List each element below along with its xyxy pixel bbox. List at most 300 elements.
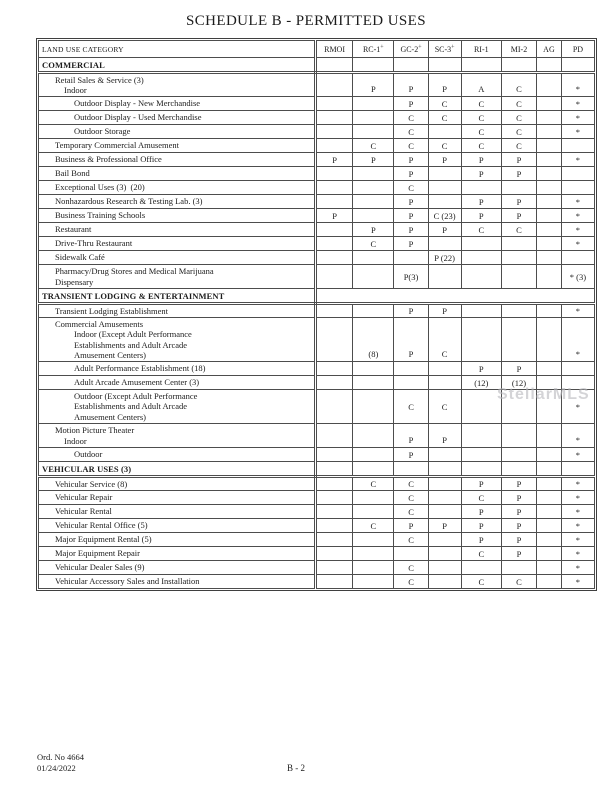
use-row: [39, 209, 595, 223]
permission-cell-ag: [537, 153, 562, 167]
land-use-name: [39, 575, 316, 589]
permission-cell-rc-1: C: [353, 477, 394, 491]
permission-cell-rmoi: [315, 390, 352, 424]
land-use-name-line: Indoor: [64, 85, 87, 95]
permission-cell-gc-2: C: [394, 505, 428, 519]
permission-cell-sc-3: [428, 448, 461, 462]
permission-cell-ri-1: P: [461, 209, 501, 223]
permission-cell-rmoi: P: [315, 153, 352, 167]
permission-cell-gc-2: C: [394, 390, 428, 424]
section-empty-span: [315, 289, 594, 304]
permission-cell-rmoi: [315, 251, 352, 265]
permission-cell-ri-1: A: [461, 73, 501, 97]
permission-cell-rmoi: [315, 125, 352, 139]
land-use-name-line: Adult Performance Establishment (18): [74, 363, 206, 374]
permission-cell-ri-1: [461, 390, 501, 424]
permission-cell-sc-3: P: [428, 153, 461, 167]
permission-cell-mi-2: C: [501, 111, 536, 125]
permission-cell-mi-2: (12): [501, 376, 536, 390]
permission-cell-ag: [537, 209, 562, 223]
permission-cell-pd: *: [561, 153, 594, 167]
land-use-name: [39, 304, 316, 318]
permission-cell-gc-2: [394, 251, 428, 265]
permission-cell-mi-2: C: [501, 575, 536, 589]
land-use-name: [39, 519, 316, 533]
land-use-name: [39, 448, 316, 462]
permission-cell-pd: *: [561, 318, 594, 362]
permission-cell-gc-2: C: [394, 561, 428, 575]
permission-cell-ri-1: P: [461, 153, 501, 167]
land-use-name: [39, 97, 316, 111]
land-use-name-line: Pharmacy/Drug Stores and Medical Marijuana: [55, 266, 214, 276]
land-use-name-line: Vehicular Rental: [55, 506, 112, 517]
land-use-name-line: Retail Sales & Service (3): [55, 74, 144, 85]
use-row: [39, 125, 595, 139]
permission-cell-rc-1: C: [353, 237, 394, 251]
land-use-name-line: Business & Professional Office: [55, 154, 162, 165]
land-use-name-line: Temporary Commercial Amusement: [55, 140, 180, 151]
permission-cell-gc-2: P: [394, 318, 428, 362]
land-use-name-line: Establishments and Adult Arcade: [74, 339, 188, 350]
permission-cell-gc-2: P: [394, 167, 428, 181]
permission-cell-ri-1: P: [461, 477, 501, 491]
permission-cell-rc-1: [353, 390, 394, 424]
permission-cell-rmoi: [315, 318, 352, 362]
permission-cell-rc-1: [353, 362, 394, 376]
permission-cell-ag: [537, 519, 562, 533]
permission-cell-ag: [537, 251, 562, 265]
permission-cell-mi-2: P: [501, 491, 536, 505]
permission-cell-mi-2: C: [501, 139, 536, 153]
permission-cell-mi-2: P: [501, 477, 536, 491]
permission-cell-sc-3: C: [428, 318, 461, 362]
land-use-name-line: Indoor (Except Adult Performance: [74, 329, 192, 339]
permission-cell-sc-3: C: [428, 111, 461, 125]
permission-cell-ri-1: P: [461, 167, 501, 181]
land-use-name: [39, 318, 316, 362]
permission-cell-ri-1: P: [461, 519, 501, 533]
permission-cell-pd: * (3): [561, 265, 594, 289]
land-use-name-line: Major Equipment Rental (5): [55, 534, 152, 545]
permission-cell-mi-2: C: [501, 73, 536, 97]
use-row: [39, 547, 595, 561]
permission-cell-ri-1: (12): [461, 376, 501, 390]
permission-cell-rc-1: [353, 167, 394, 181]
land-use-name-line: Nonhazardous Research & Testing Lab. (3): [55, 196, 203, 207]
permission-cell-rc-1: C: [353, 139, 394, 153]
permission-cell-ag: [537, 561, 562, 575]
permission-cell-gc-2: P: [394, 195, 428, 209]
permission-cell-rc-1: [353, 125, 394, 139]
permission-cell-ri-1: [461, 561, 501, 575]
permission-cell-ri-1: P: [461, 362, 501, 376]
land-use-name: [39, 424, 316, 448]
land-use-name: [39, 167, 316, 181]
column-header-ri-1: RI-1: [461, 41, 501, 58]
permission-cell-ri-1: [461, 181, 501, 195]
permission-cell-ri-1: C: [461, 547, 501, 561]
column-header-land-use-category: LAND USE CATEGORY: [39, 41, 316, 58]
permission-cell-rmoi: [315, 424, 352, 448]
use-row: [39, 139, 595, 153]
permission-cell-sc-3: [428, 491, 461, 505]
land-use-name: [39, 491, 316, 505]
permission-cell-sc-3: P: [428, 424, 461, 448]
permission-cell-sc-3: [428, 195, 461, 209]
permission-cell-rmoi: [315, 533, 352, 547]
permission-cell-mi-2: P: [501, 505, 536, 519]
permission-cell-gc-2: P: [394, 97, 428, 111]
permission-cell-ri-1: [461, 304, 501, 318]
section-empty-cell: [428, 58, 461, 73]
permission-cell-ri-1: P: [461, 505, 501, 519]
permission-cell-pd: [561, 251, 594, 265]
permission-cell-ag: [537, 424, 562, 448]
permission-cell-sc-3: [428, 376, 461, 390]
section-row: [39, 289, 595, 304]
permission-cell-pd: *: [561, 519, 594, 533]
use-row: [39, 491, 595, 505]
permission-cell-mi-2: P: [501, 533, 536, 547]
permission-cell-pd: *: [561, 390, 594, 424]
permission-cell-rc-1: [353, 251, 394, 265]
permission-cell-sc-3: [428, 125, 461, 139]
permission-cell-ag: [537, 304, 562, 318]
permission-cell-sc-3: P: [428, 73, 461, 97]
section-empty-cell: [537, 58, 562, 73]
use-row: [39, 505, 595, 519]
section-empty-cell: [394, 462, 428, 477]
permission-cell-sc-3: [428, 362, 461, 376]
permission-cell-mi-2: [501, 237, 536, 251]
land-use-name: [39, 111, 316, 125]
permission-cell-pd: *: [561, 223, 594, 237]
land-use-name-line: Outdoor Display - Used Merchandise: [74, 112, 202, 123]
land-use-name: [39, 362, 316, 376]
land-use-name-line: Sidewalk Café: [55, 252, 105, 263]
permission-cell-rc-1: [353, 561, 394, 575]
permission-cell-gc-2: C: [394, 111, 428, 125]
page-title: SCHEDULE B - PERMITTED USES: [186, 13, 426, 29]
use-row: [39, 362, 595, 376]
permission-cell-pd: *: [561, 547, 594, 561]
permission-cell-ag: [537, 505, 562, 519]
permission-cell-ag: [537, 139, 562, 153]
permission-cell-gc-2: [394, 376, 428, 390]
land-use-name-line: Bail Bond: [55, 168, 90, 179]
ordinance-number: Ord. No 4664: [37, 752, 84, 762]
permission-cell-rc-1: [353, 376, 394, 390]
permission-cell-sc-3: [428, 477, 461, 491]
use-row: [39, 223, 595, 237]
permission-cell-rc-1: (8): [353, 318, 394, 362]
use-row: [39, 304, 595, 318]
permission-cell-sc-3: C: [428, 390, 461, 424]
land-use-name-line: Indoor: [64, 435, 87, 446]
land-use-name-line: Outdoor Display - New Merchandise: [74, 98, 201, 109]
section-empty-cell: [461, 462, 501, 477]
permission-cell-ag: [537, 111, 562, 125]
permission-cell-ri-1: [461, 237, 501, 251]
permission-cell-ri-1: C: [461, 111, 501, 125]
section-empty-cell: [501, 58, 536, 73]
permission-cell-mi-2: C: [501, 125, 536, 139]
permission-cell-sc-3: P: [428, 223, 461, 237]
permission-cell-ag: [537, 318, 562, 362]
land-use-name-line: Vehicular Accessory Sales and Installation: [55, 576, 200, 587]
permission-cell-rmoi: [315, 167, 352, 181]
land-use-name: [39, 561, 316, 575]
permission-cell-ag: [537, 448, 562, 462]
land-use-name: [39, 125, 316, 139]
permission-cell-rc-1: P: [353, 153, 394, 167]
section-empty-cell: [537, 462, 562, 477]
use-row: [39, 533, 595, 547]
section-label: COMMERCIAL: [39, 58, 316, 73]
section-empty-cell: [315, 58, 352, 73]
land-use-name: [39, 139, 316, 153]
permission-cell-rc-1: [353, 547, 394, 561]
permission-cell-pd: *: [561, 97, 594, 111]
use-row: [39, 153, 595, 167]
land-use-name: [39, 477, 316, 491]
land-use-name-line: Transient Lodging Establishment: [55, 305, 169, 316]
permission-cell-mi-2: [501, 390, 536, 424]
permission-cell-ri-1: [461, 265, 501, 289]
permission-cell-mi-2: P: [501, 153, 536, 167]
permission-cell-sc-3: [428, 575, 461, 589]
permission-cell-gc-2: C: [394, 533, 428, 547]
permission-cell-pd: *: [561, 304, 594, 318]
section-row: [39, 58, 595, 73]
land-use-name-line: Amusement Centers): [74, 411, 146, 422]
permission-cell-sc-3: [428, 561, 461, 575]
permission-cell-rmoi: [315, 561, 352, 575]
section-empty-cell: [353, 462, 394, 477]
land-use-name-line: Major Equipment Repair: [55, 548, 140, 559]
permission-cell-rmoi: [315, 477, 352, 491]
land-use-name-line: Outdoor (Except Adult Performance: [74, 390, 198, 401]
permission-cell-ag: [537, 265, 562, 289]
permission-cell-ri-1: [461, 424, 501, 448]
permission-cell-rc-1: [353, 195, 394, 209]
use-row: [39, 73, 595, 97]
permission-cell-rmoi: [315, 376, 352, 390]
land-use-name-line: Outdoor: [74, 449, 103, 460]
use-row: [39, 448, 595, 462]
permission-cell-mi-2: P: [501, 547, 536, 561]
land-use-name: [39, 376, 316, 390]
permission-cell-ag: [537, 491, 562, 505]
permission-cell-gc-2: [394, 362, 428, 376]
land-use-name: [39, 265, 316, 289]
permission-cell-mi-2: [501, 318, 536, 362]
permission-cell-gc-2: C: [394, 477, 428, 491]
watermark: StellarMLS: [497, 386, 590, 403]
use-row: [39, 519, 595, 533]
permission-cell-pd: *: [561, 477, 594, 491]
land-use-name: [39, 237, 316, 251]
land-use-name: [39, 533, 316, 547]
permission-cell-rmoi: [315, 223, 352, 237]
permission-cell-rc-1: [353, 97, 394, 111]
land-use-name-line: Adult Arcade Amusement Center (3): [74, 377, 200, 388]
permission-cell-mi-2: P: [501, 362, 536, 376]
permission-cell-pd: *: [561, 125, 594, 139]
permission-cell-pd: [561, 362, 594, 376]
permission-cell-gc-2: P: [394, 237, 428, 251]
column-header-gc-2: GC-2+: [394, 41, 428, 58]
land-use-name-line: Vehicular Service (8): [55, 478, 128, 489]
permission-cell-mi-2: [501, 424, 536, 448]
permission-cell-gc-2: P: [394, 519, 428, 533]
permission-cell-rmoi: [315, 575, 352, 589]
permission-cell-rmoi: [315, 195, 352, 209]
permission-cell-gc-2: P: [394, 209, 428, 223]
permission-cell-ri-1: C: [461, 139, 501, 153]
column-header-sc-3: SC-3+: [428, 41, 461, 58]
permission-cell-ag: [537, 73, 562, 97]
use-row: [39, 390, 595, 424]
land-use-name-line: Vehicular Rental Office (5): [55, 520, 148, 531]
land-use-name: [39, 223, 316, 237]
permission-cell-pd: *: [561, 533, 594, 547]
land-use-name-line: Vehicular Dealer Sales (9): [55, 562, 145, 573]
permission-cell-pd: *: [561, 111, 594, 125]
use-row: [39, 97, 595, 111]
permission-cell-mi-2: C: [501, 223, 536, 237]
permission-cell-mi-2: P: [501, 209, 536, 223]
permission-cell-rmoi: P: [315, 209, 352, 223]
use-row: [39, 237, 595, 251]
land-use-name-line: Restaurant: [55, 224, 92, 235]
permission-cell-gc-2: P: [394, 424, 428, 448]
permission-cell-sc-3: [428, 237, 461, 251]
section-empty-cell: [315, 462, 352, 477]
land-use-name: [39, 195, 316, 209]
permission-cell-rc-1: [353, 424, 394, 448]
use-row: [39, 167, 595, 181]
permission-cell-ag: [537, 575, 562, 589]
permission-cell-ri-1: [461, 251, 501, 265]
column-header-pd: PD: [561, 41, 594, 58]
land-use-name: [39, 181, 316, 195]
permission-cell-rmoi: [315, 237, 352, 251]
section-empty-cell: [501, 462, 536, 477]
use-row: [39, 424, 595, 448]
permission-cell-sc-3: [428, 181, 461, 195]
permission-cell-ag: [537, 195, 562, 209]
permission-cell-pd: *: [561, 195, 594, 209]
permission-cell-rc-1: [353, 209, 394, 223]
section-label: VEHICULAR USES (3): [39, 462, 316, 477]
permission-cell-sc-3: P (22): [428, 251, 461, 265]
permission-cell-pd: [561, 167, 594, 181]
use-row: [39, 575, 595, 589]
permission-cell-ri-1: C: [461, 125, 501, 139]
permission-cell-gc-2: [394, 547, 428, 561]
permission-cell-pd: *: [561, 448, 594, 462]
permission-cell-rmoi: [315, 73, 352, 97]
permission-cell-sc-3: C: [428, 97, 461, 111]
use-row: [39, 265, 595, 289]
column-header-mi-2: MI-2: [501, 41, 536, 58]
permission-cell-rc-1: [353, 448, 394, 462]
permission-cell-mi-2: [501, 265, 536, 289]
permission-cell-rmoi: [315, 139, 352, 153]
permission-cell-gc-2: C: [394, 491, 428, 505]
section-row: [39, 462, 595, 477]
permission-cell-mi-2: P: [501, 519, 536, 533]
section-empty-cell: [428, 462, 461, 477]
permission-cell-gc-2: P: [394, 73, 428, 97]
permission-cell-rmoi: [315, 547, 352, 561]
permission-cell-sc-3: P: [428, 519, 461, 533]
page-number: B - 2: [287, 763, 305, 773]
permission-cell-gc-2: C: [394, 125, 428, 139]
table-header-row: [39, 41, 595, 58]
land-use-name-line: Outdoor Storage: [74, 126, 131, 137]
land-use-name-line: Exceptional Uses (3) (20): [55, 182, 145, 193]
permission-cell-pd: [561, 139, 594, 153]
land-use-name: [39, 209, 316, 223]
permission-cell-ag: [537, 390, 562, 424]
permission-cell-rmoi: [315, 111, 352, 125]
schedule-b-table: [38, 40, 595, 589]
permission-cell-ri-1: P: [461, 195, 501, 209]
permission-cell-rc-1: P: [353, 223, 394, 237]
permission-cell-rc-1: [353, 304, 394, 318]
permission-cell-pd: *: [561, 209, 594, 223]
permission-cell-ag: [537, 547, 562, 561]
permission-cell-sc-3: [428, 505, 461, 519]
permission-cell-ri-1: [461, 448, 501, 462]
permission-cell-sc-3: [428, 167, 461, 181]
permission-cell-rc-1: [353, 111, 394, 125]
permission-cell-sc-3: P: [428, 304, 461, 318]
permission-cell-gc-2: P: [394, 153, 428, 167]
permission-cell-ag: [537, 97, 562, 111]
permission-cell-ag: [537, 181, 562, 195]
section-empty-cell: [561, 58, 594, 73]
use-row: [39, 477, 595, 491]
section-empty-cell: [394, 58, 428, 73]
permission-cell-ag: [537, 167, 562, 181]
permission-cell-rmoi: [315, 448, 352, 462]
permission-cell-pd: *: [561, 561, 594, 575]
land-use-name: [39, 505, 316, 519]
permission-cell-ri-1: C: [461, 491, 501, 505]
permission-cell-ri-1: P: [461, 533, 501, 547]
land-use-name-line: Amusement Centers): [74, 350, 146, 360]
use-row: [39, 376, 595, 390]
permission-cell-rc-1: [353, 181, 394, 195]
permission-cell-pd: *: [561, 505, 594, 519]
section-empty-cell: [461, 58, 501, 73]
permission-cell-mi-2: [501, 304, 536, 318]
permission-cell-pd: *: [561, 575, 594, 589]
permission-cell-pd: *: [561, 491, 594, 505]
permission-cell-sc-3: [428, 547, 461, 561]
permission-cell-rmoi: [315, 304, 352, 318]
permitted-uses-table: [36, 38, 597, 591]
permission-cell-ag: [537, 223, 562, 237]
land-use-name-line: Dispensary: [55, 276, 94, 287]
permission-cell-mi-2: [501, 181, 536, 195]
section-empty-cell: [353, 58, 394, 73]
permission-cell-pd: *: [561, 237, 594, 251]
permission-cell-rmoi: [315, 519, 352, 533]
